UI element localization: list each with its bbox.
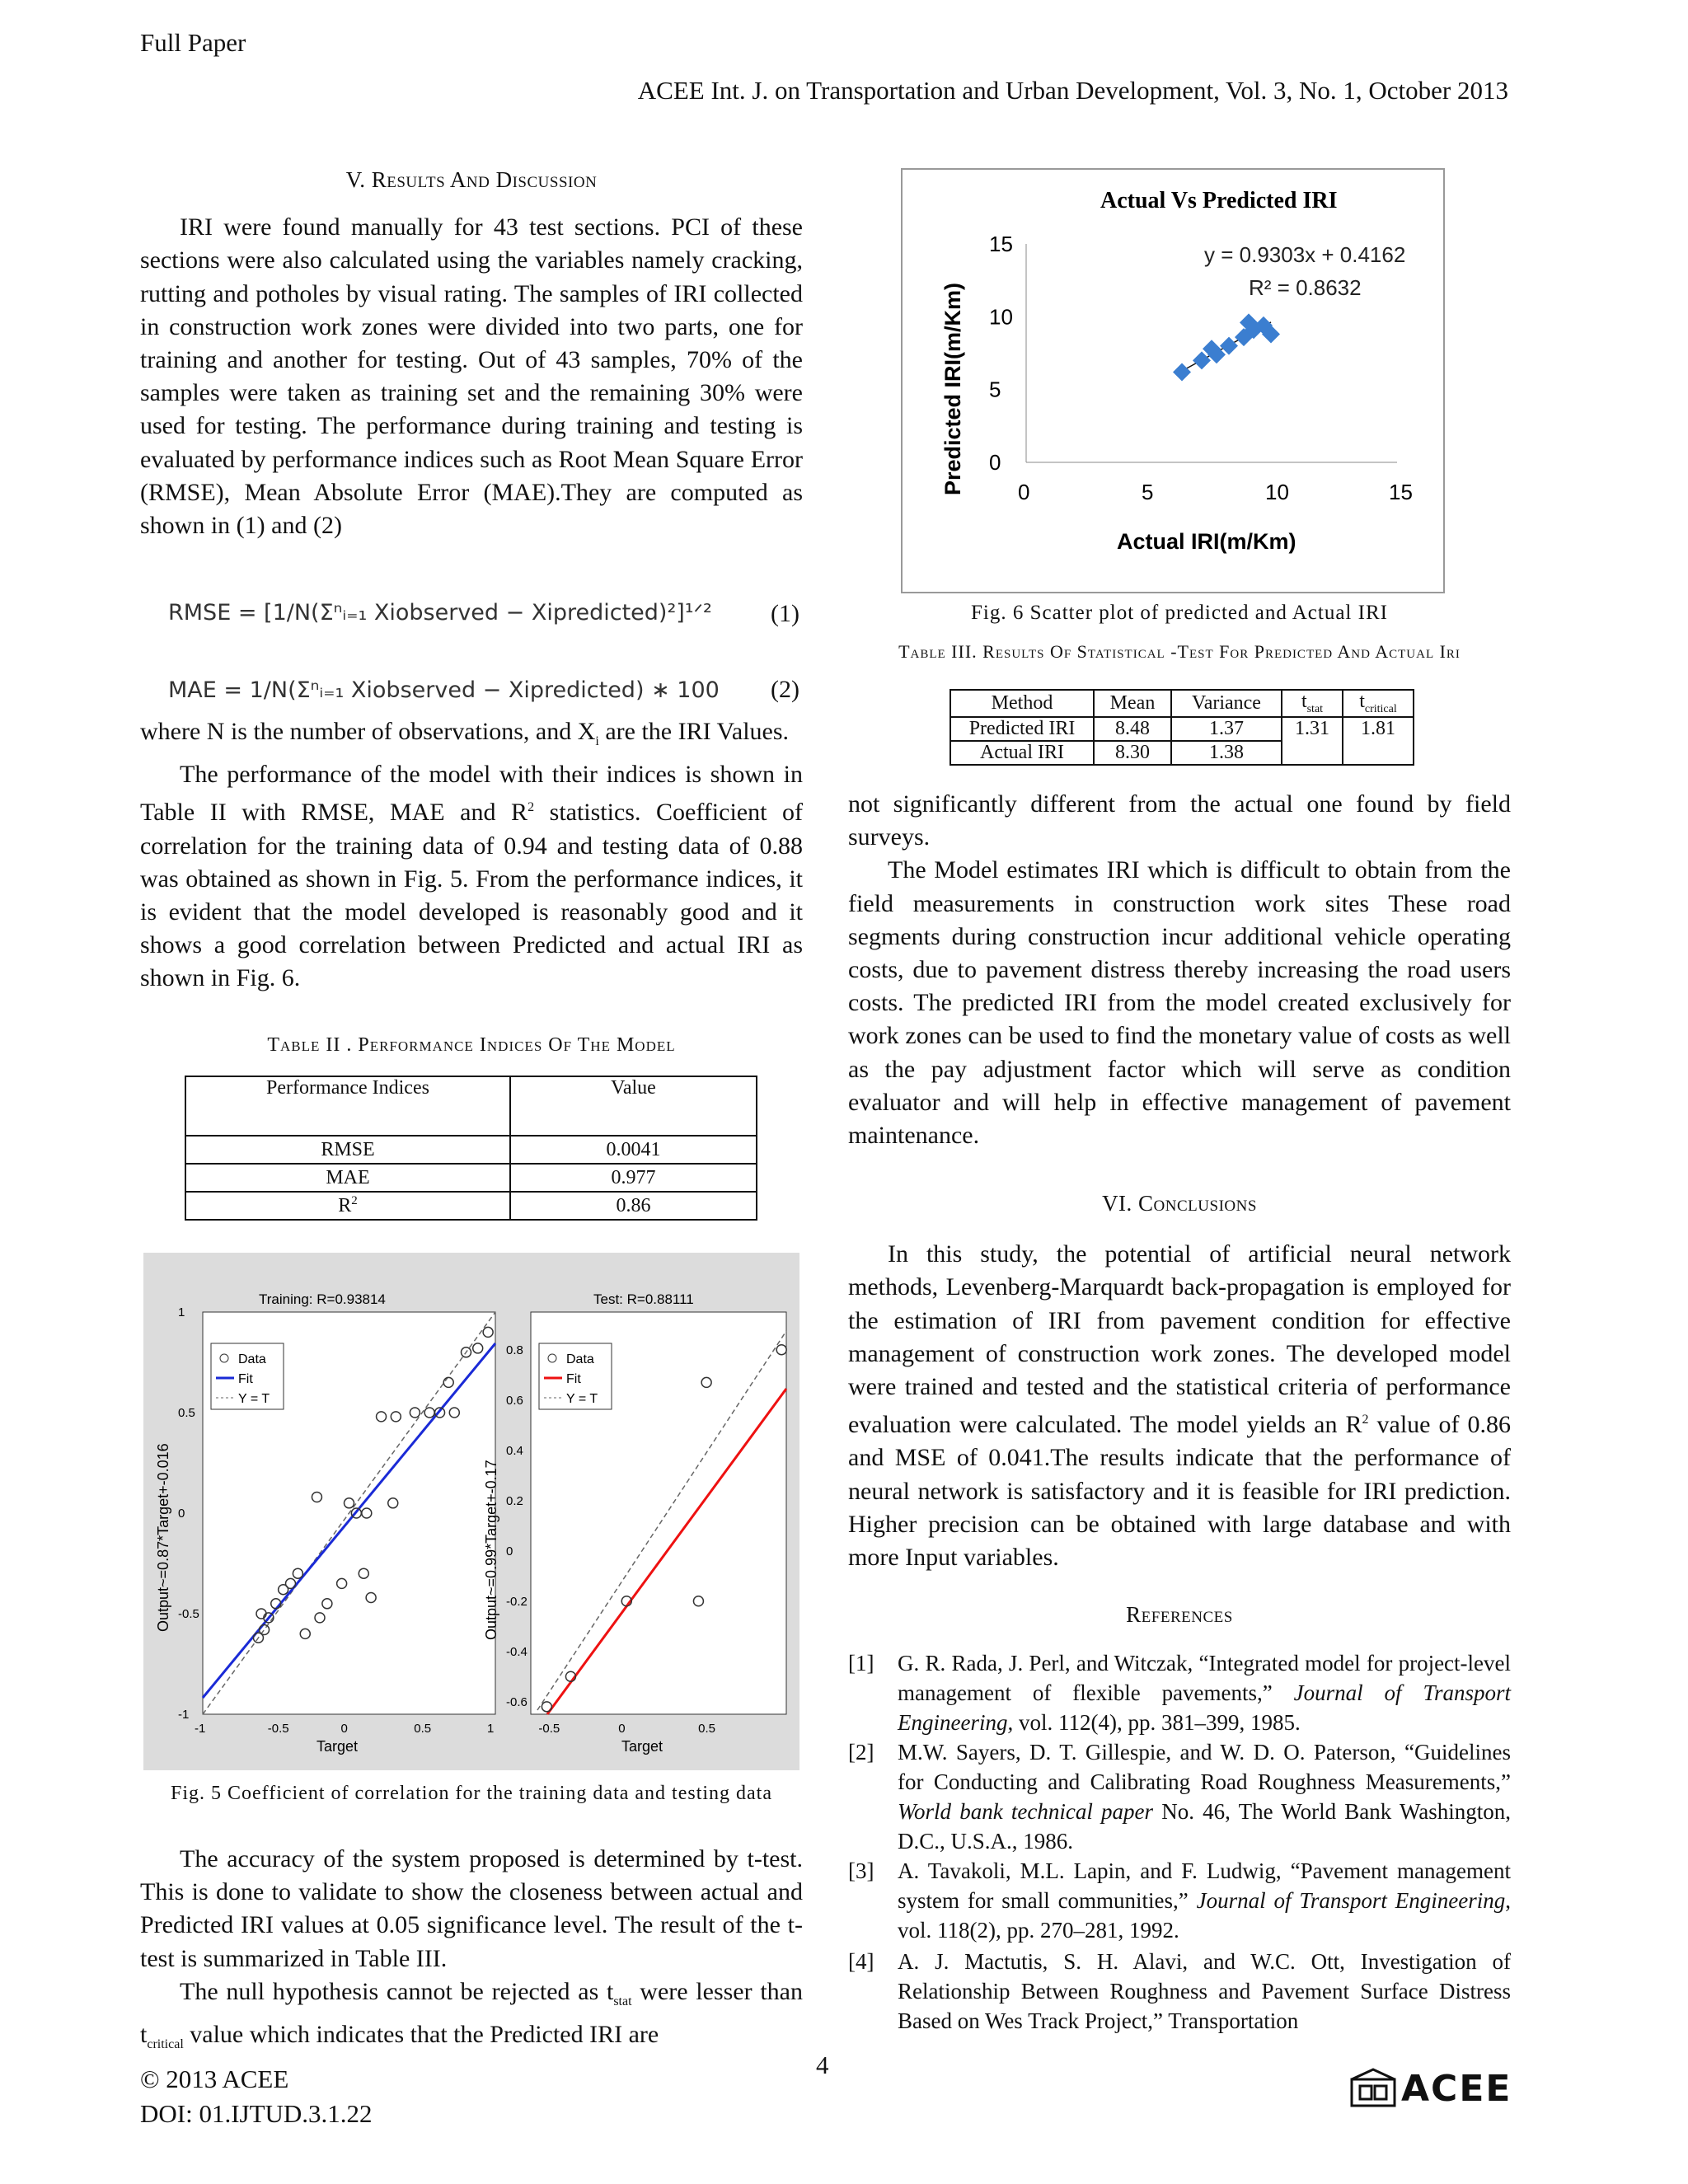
fig6-data-point (1173, 363, 1191, 381)
section-5-paragraph-6: The Model estimates IRI which is difficult to obtain from the field measurements in construction work sites These road segments during construction incur additional vehicle operating costs, due to pavement distress thereby increasing the road users costs. The predicted IRI from the model created exclusively for work zones can be used to find the monetary value of costs as well as the pay adjustment factor which will serve as condition evaluator and will help in effective management of pavement maintenance. (848, 856, 1511, 1150)
fig6-xlabel: Actual IRI(m/Km) (1117, 529, 1296, 554)
fig6-x-tick: 5 (1142, 480, 1154, 504)
table-3-cell: 1.37 (1171, 717, 1282, 741)
section-5 (140, 163, 803, 542)
section-5-continued (140, 715, 803, 996)
training-ylabel: Output~=0.87*Target+-0.016 (155, 1443, 171, 1632)
table-3-header: $t_{stat}$ (1282, 690, 1343, 717)
training-legend-fit: Fit (238, 1372, 253, 1386)
section-5-t-test (140, 1843, 803, 2061)
table-3-header: Variance (1171, 690, 1282, 717)
table-3-cell: 8.48 (1094, 717, 1171, 741)
equation-2-number: (2) (771, 676, 799, 703)
section-5-paragraph-1: IRI were found manually for 43 test sections. PCI of these sections were also calculated using the variables namely cracking, rutting and potholes by visual rating. The samples of IRI collected in construction work zones were divided into two parts, one for training and another for testing. Out of 43 samples, 70% of the samples were taken as training set and the remaining 30% were used for testing. The performance during training and testing is evaluated by performance indices such as Root Mean Square Error (RMSE), Mean Absolute Error (MAE).They are computed as shown in (1) and (2) (140, 213, 803, 540)
reference-item: [3] A. Tavakoli, M.L. Lapin, and F. Ludwig, “Pavement management system for small communities,” Journal of Transport Engineering, vol. 118(2), pp. 270–281, 1992. (848, 1858, 1512, 1943)
fig5-x-tick: -1 (195, 1722, 206, 1736)
fig5-x-tick: 1 (487, 1722, 495, 1736)
section-5-title: V. Results And Discussion (345, 167, 598, 192)
test-xlabel: Target (621, 1738, 663, 1755)
fig5-x-tick: 0 (340, 1722, 348, 1736)
fig6-x-tick: 15 (1389, 480, 1413, 504)
fig5-y-tick: -0.4 (506, 1644, 528, 1659)
fig6-title: Actual Vs Predicted IRI (1100, 188, 1338, 213)
equation-explanation: where N is the number of observations, and $X_i$ are the IRI Values. (140, 718, 790, 748)
table-2-cell: 0.86 (510, 1192, 757, 1220)
fig5-y-tick: 0 (506, 1544, 513, 1558)
fig5-y-tick: -0.6 (506, 1694, 528, 1709)
fig5-y-tick: -0.2 (506, 1594, 528, 1609)
page-number: 4 (816, 2050, 829, 2079)
training-legend-data: Data (238, 1352, 266, 1366)
table-3-header: Mean (1094, 690, 1171, 717)
test-legend-fit: Fit (566, 1372, 581, 1386)
fig6-points (1173, 313, 1280, 381)
table-2-cell: $R^2$ (185, 1192, 510, 1220)
fig5-x-tick: -0.5 (267, 1722, 289, 1736)
fig6-r2: R² = 0.8632 (1249, 275, 1362, 300)
fig5-y-tick: 0.2 (506, 1493, 523, 1508)
table-3-cell: Actual IRI (950, 741, 1094, 765)
section-6 (848, 1187, 1511, 1574)
fig5-y-tick: 0.8 (506, 1343, 523, 1357)
running-head-left: Full Paper (140, 28, 246, 57)
table-2-cell: MAE (185, 1164, 510, 1192)
reference-item: [2] M.W. Sayers, D. T. Gillespie, and W. D. O. Paterson, “Guidelines for Conducting and Calibrating Road Roughness Measurements,” World bank technical paper No. 46, The World Bank Washington, D.C., U.S.A., 1986. (848, 1740, 1512, 1854)
table-2 (185, 1076, 757, 1221)
table-2-cell: RMSE (185, 1136, 510, 1164)
section-6-paragraph-1: In this study, the potential of artificial neural network methods, Levenberg-Marquardt back-propagation is employed for the estimation of IRI from pavement condition for effective management of construction work zones. The developed model were trained and tested and the statistical criteria of performance evaluation were calculated. The model yields an $R^2$ value of 0.86 and MSE of 0.041.The results indicate that the performance of neural network is satisfactory and it is feasible for IRI prediction. Higher precision can be obtained with large database and with more Input variables. (848, 1240, 1511, 1572)
fig5-y-tick: 0.6 (506, 1393, 523, 1408)
table-3-cell: 1.81 (1343, 717, 1414, 765)
table-3-cell: 1.38 (1171, 741, 1282, 765)
training-legend-yt: Y = T (238, 1392, 270, 1406)
section-5-paragraph-3: The accuracy of the system proposed is determined by t-test. This is done to validate to show the closeness between actual and Predicted IRI values at 0.05 significance level. The result of the t-test is summarized in Table III. (140, 1845, 803, 1972)
table-3-header: $t_{critical}$ (1343, 690, 1414, 717)
fig6-equation: y = 0.9303x + 0.4162 (1204, 242, 1406, 267)
fig6-x-tick: 10 (1265, 480, 1289, 504)
footer-copyright: © 2013 ACEE (140, 2064, 289, 2093)
fig6-y-tick: 5 (989, 377, 1001, 402)
acee-logo-icon (1348, 2068, 1398, 2109)
test-legend-yt: Y = T (566, 1392, 598, 1406)
equation-rmse: RMSE = [1/N(Σⁿᵢ₌₁ Xiobserved − Xipredicted)²]¹ᐟ² (168, 600, 712, 626)
table-3-cell: 8.30 (1094, 741, 1171, 765)
equation-1-number: (1) (771, 600, 799, 627)
figure-6-caption: Fig. 6 Scatter plot of predicted and Actual IRI (971, 602, 1388, 624)
fig6-y-tick: 15 (989, 232, 1013, 256)
running-head-right: ACEE Int. J. on Transportation and Urban Development, Vol. 3, No. 1, October 2013 (637, 76, 1508, 105)
figure-6 (901, 168, 1445, 593)
section-5-right-continued (848, 788, 1511, 1152)
acee-logo-text: ACEE (1401, 2067, 1512, 2110)
table-3-cell: Predicted IRI (950, 717, 1094, 741)
table-3-header: Method (950, 690, 1094, 717)
test-title: Test: R=0.88111 (593, 1291, 694, 1307)
table-2-cell: 0.977 (510, 1164, 757, 1192)
table-2-header-value: Value (510, 1076, 757, 1136)
reference-item: [1] G. R. Rada, J. Perl, and Witczak, “Integrated model for project-level management of flexible pavements,” Journal of Transport Engineering, vol. 112(4), pp. 381–399, 1985. (848, 1651, 1512, 1735)
fig5-y-tick: 0.4 (506, 1443, 523, 1458)
fig5-y-tick: 0 (178, 1507, 185, 1521)
reference-item: [4] A. J. Mactutis, S. H. Alavi, and W.C. Ott, Investigation of Relationship Between Roughness and Pavement Surface Distress Based on Wes Track Project,” Transportation (848, 1949, 1511, 2033)
references-title: References (1126, 1602, 1233, 1627)
footer-doi: DOI: 01.IJTUD.3.1.22 (140, 2099, 373, 2128)
fig5-y-tick: -0.5 (178, 1607, 199, 1621)
table-2-header-indices: Performance Indices (185, 1076, 510, 1136)
section-5-paragraph-2: The performance of the model with their indices is shown in Table II with RMSE, MAE and $R^2$ statistics. Coefficient of correlation for the training data of 0.94 and testing data of 0.88 was obtained as shown in Fig. 5. From the performance indices, it is evident that the model developed is reasonably good and it shows a good correlation between Predicted and actual IRI as shown in Fig. 6. (140, 761, 803, 992)
section-6-title: VI. Conclusions (1102, 1191, 1257, 1216)
equation-mae: MAE = 1/N(Σⁿᵢ₌₁ Xiobserved − Xipredicted) ∗ 100 (168, 677, 720, 703)
fig5-y-tick: 1 (178, 1305, 185, 1319)
fig6-y-tick: 10 (989, 304, 1013, 330)
table-3-cell: 1.31 (1282, 717, 1343, 765)
figure-5-caption: Fig. 5 Coefficient of correlation for the training data and testing data (170, 1783, 773, 1804)
figure-6-svg (903, 170, 1443, 592)
training-xlabel: Target (316, 1738, 359, 1755)
fig6-ylabel: Predicted IRI(m/Km) (940, 282, 965, 495)
figure-5 (143, 1253, 799, 1770)
acee-logo (1348, 2067, 1512, 2110)
fig5-y-tick: -1 (178, 1708, 190, 1722)
fig5-y-tick: 0.5 (178, 1406, 195, 1420)
section-5-paragraph-4: The null hypothesis cannot be rejected as $t_{stat}$ were lesser than $t_{critical}$ value which indicates that the Predicted IRI are (140, 1977, 803, 2052)
fig5-x-tick: 0.5 (698, 1722, 715, 1736)
table-2-caption: Table II . Performance Indices Of The Model (267, 1034, 676, 1056)
fig5-x-tick: 0.5 (414, 1722, 432, 1736)
table-3-caption: Table III. Results Of Statistical -Test For Predicted And Actual Iri (898, 641, 1461, 662)
table-2-cell: 0.0041 (510, 1136, 757, 1164)
training-title: Training: R=0.93814 (259, 1291, 386, 1307)
table-3 (950, 689, 1414, 766)
test-ylabel: Output~=0.99*Target+-0.17 (483, 1460, 499, 1640)
section-5-paragraph-5: not significantly different from the actual one found by field surveys. (848, 790, 1511, 851)
fig5-x-tick: -0.5 (538, 1722, 560, 1736)
fig6-x-tick: 0 (1018, 480, 1030, 504)
fig6-y-tick: 0 (989, 450, 1001, 475)
figure-5-svg (143, 1253, 799, 1770)
test-legend-data: Data (566, 1352, 594, 1366)
fig5-x-tick: 0 (618, 1722, 626, 1736)
